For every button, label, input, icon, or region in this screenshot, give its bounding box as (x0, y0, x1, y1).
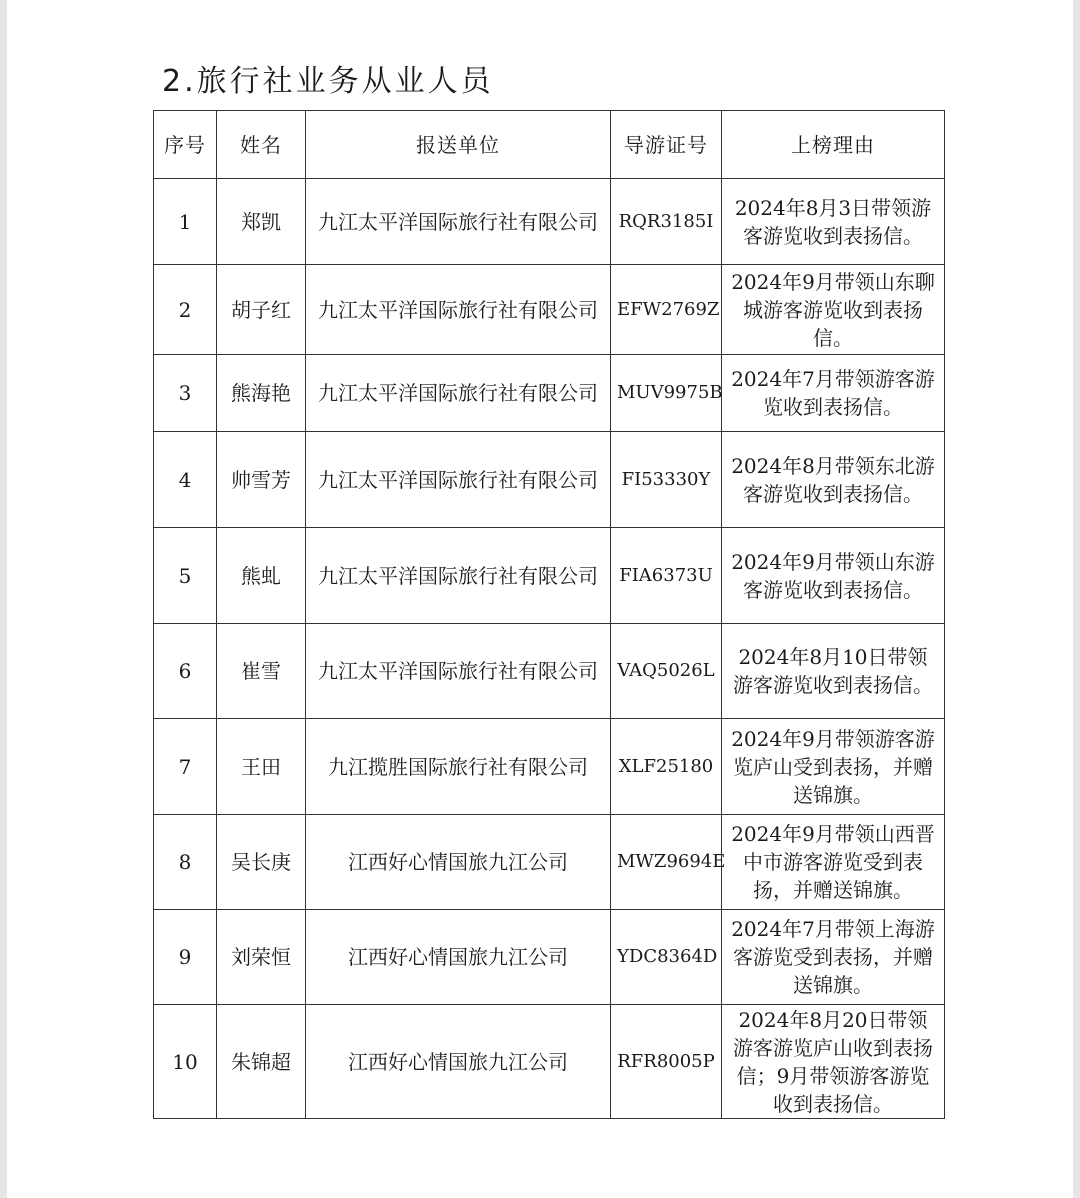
row-no: 9 (154, 910, 217, 1005)
row-name: 朱锦超 (217, 1005, 306, 1119)
row-cert: MWZ9694E (611, 815, 722, 910)
header-name: 姓名 (217, 111, 306, 179)
row-unit: 江西好心情国旅九江公司 (306, 1005, 611, 1119)
row-no: 4 (154, 432, 217, 528)
table-header-row (154, 111, 945, 179)
row-name: 郑凯 (217, 179, 306, 265)
table-row (154, 528, 945, 624)
table-row (154, 265, 945, 355)
row-cert: RFR8005P (611, 1005, 722, 1119)
table-row (154, 355, 945, 432)
row-reason: 2024年8月3日带领游客游览收到表扬信。 (722, 179, 945, 265)
header-cert: 导游证号 (611, 111, 722, 179)
right-border (1073, 0, 1080, 1198)
row-reason: 2024年8月10日带领游客游览收到表扬信。 (722, 624, 945, 719)
row-cert: MUV9975B (611, 355, 722, 432)
row-unit: 九江太平洋国际旅行社有限公司 (306, 179, 611, 265)
row-cert: VAQ5026L (611, 624, 722, 719)
row-no: 7 (154, 719, 217, 815)
row-no: 2 (154, 265, 217, 355)
row-unit: 九江揽胜国际旅行社有限公司 (306, 719, 611, 815)
row-reason: 2024年9月带领山西晋中市游客游览受到表扬，并赠送锦旗。 (722, 815, 945, 910)
row-name: 熊海艳 (217, 355, 306, 432)
row-cert: RQR3185I (611, 179, 722, 265)
header-no: 序号 (154, 111, 217, 179)
row-cert: FIA6373U (611, 528, 722, 624)
row-unit: 九江太平洋国际旅行社有限公司 (306, 355, 611, 432)
row-name: 王田 (217, 719, 306, 815)
row-no: 10 (154, 1005, 217, 1119)
table-row (154, 815, 945, 910)
row-reason: 2024年9月带领山东游客游览收到表扬信。 (722, 528, 945, 624)
row-cert: FI53330Y (611, 432, 722, 528)
row-cert: YDC8364D (611, 910, 722, 1005)
row-unit: 九江太平洋国际旅行社有限公司 (306, 624, 611, 719)
row-name: 帅雪芳 (217, 432, 306, 528)
row-cert: XLF25180 (611, 719, 722, 815)
table-row (154, 179, 945, 265)
row-unit: 九江太平洋国际旅行社有限公司 (306, 432, 611, 528)
table-row (154, 624, 945, 719)
row-no: 1 (154, 179, 217, 265)
table-row (154, 432, 945, 528)
row-unit: 江西好心情国旅九江公司 (306, 815, 611, 910)
row-no: 5 (154, 528, 217, 624)
row-name: 胡子红 (217, 265, 306, 355)
row-name: 熊虬 (217, 528, 306, 624)
row-no: 3 (154, 355, 217, 432)
row-cert: EFW2769Z (611, 265, 722, 355)
row-name: 吴长庚 (217, 815, 306, 910)
row-reason: 2024年8月20日带领游客游览庐山收到表扬信；9月带领游客游览收到表扬信。 (722, 1005, 945, 1119)
row-unit: 江西好心情国旅九江公司 (306, 910, 611, 1005)
table-row (154, 1005, 945, 1119)
row-reason: 2024年8月带领东北游客游览收到表扬信。 (722, 432, 945, 528)
header-reason: 上榜理由 (722, 111, 945, 179)
table-row (154, 719, 945, 815)
row-unit: 九江太平洋国际旅行社有限公司 (306, 528, 611, 624)
row-reason: 2024年7月带领游客游览收到表扬信。 (722, 355, 945, 432)
row-unit: 九江太平洋国际旅行社有限公司 (306, 265, 611, 355)
row-no: 6 (154, 624, 217, 719)
table-row (154, 910, 945, 1005)
staff-table (153, 110, 945, 1119)
row-reason: 2024年7月带领上海游客游览受到表扬，并赠送锦旗。 (722, 910, 945, 1005)
row-reason: 2024年9月带领山东聊城游客游览收到表扬信。 (722, 265, 945, 355)
row-no: 8 (154, 815, 217, 910)
row-name: 崔雪 (217, 624, 306, 719)
header-unit: 报送单位 (306, 111, 611, 179)
row-reason: 2024年9月带领游客游览庐山受到表扬，并赠送锦旗。 (722, 719, 945, 815)
row-name: 刘荣恒 (217, 910, 306, 1005)
left-border (0, 0, 7, 1198)
section-heading: 2.旅行社业务从业人员 (162, 64, 494, 99)
